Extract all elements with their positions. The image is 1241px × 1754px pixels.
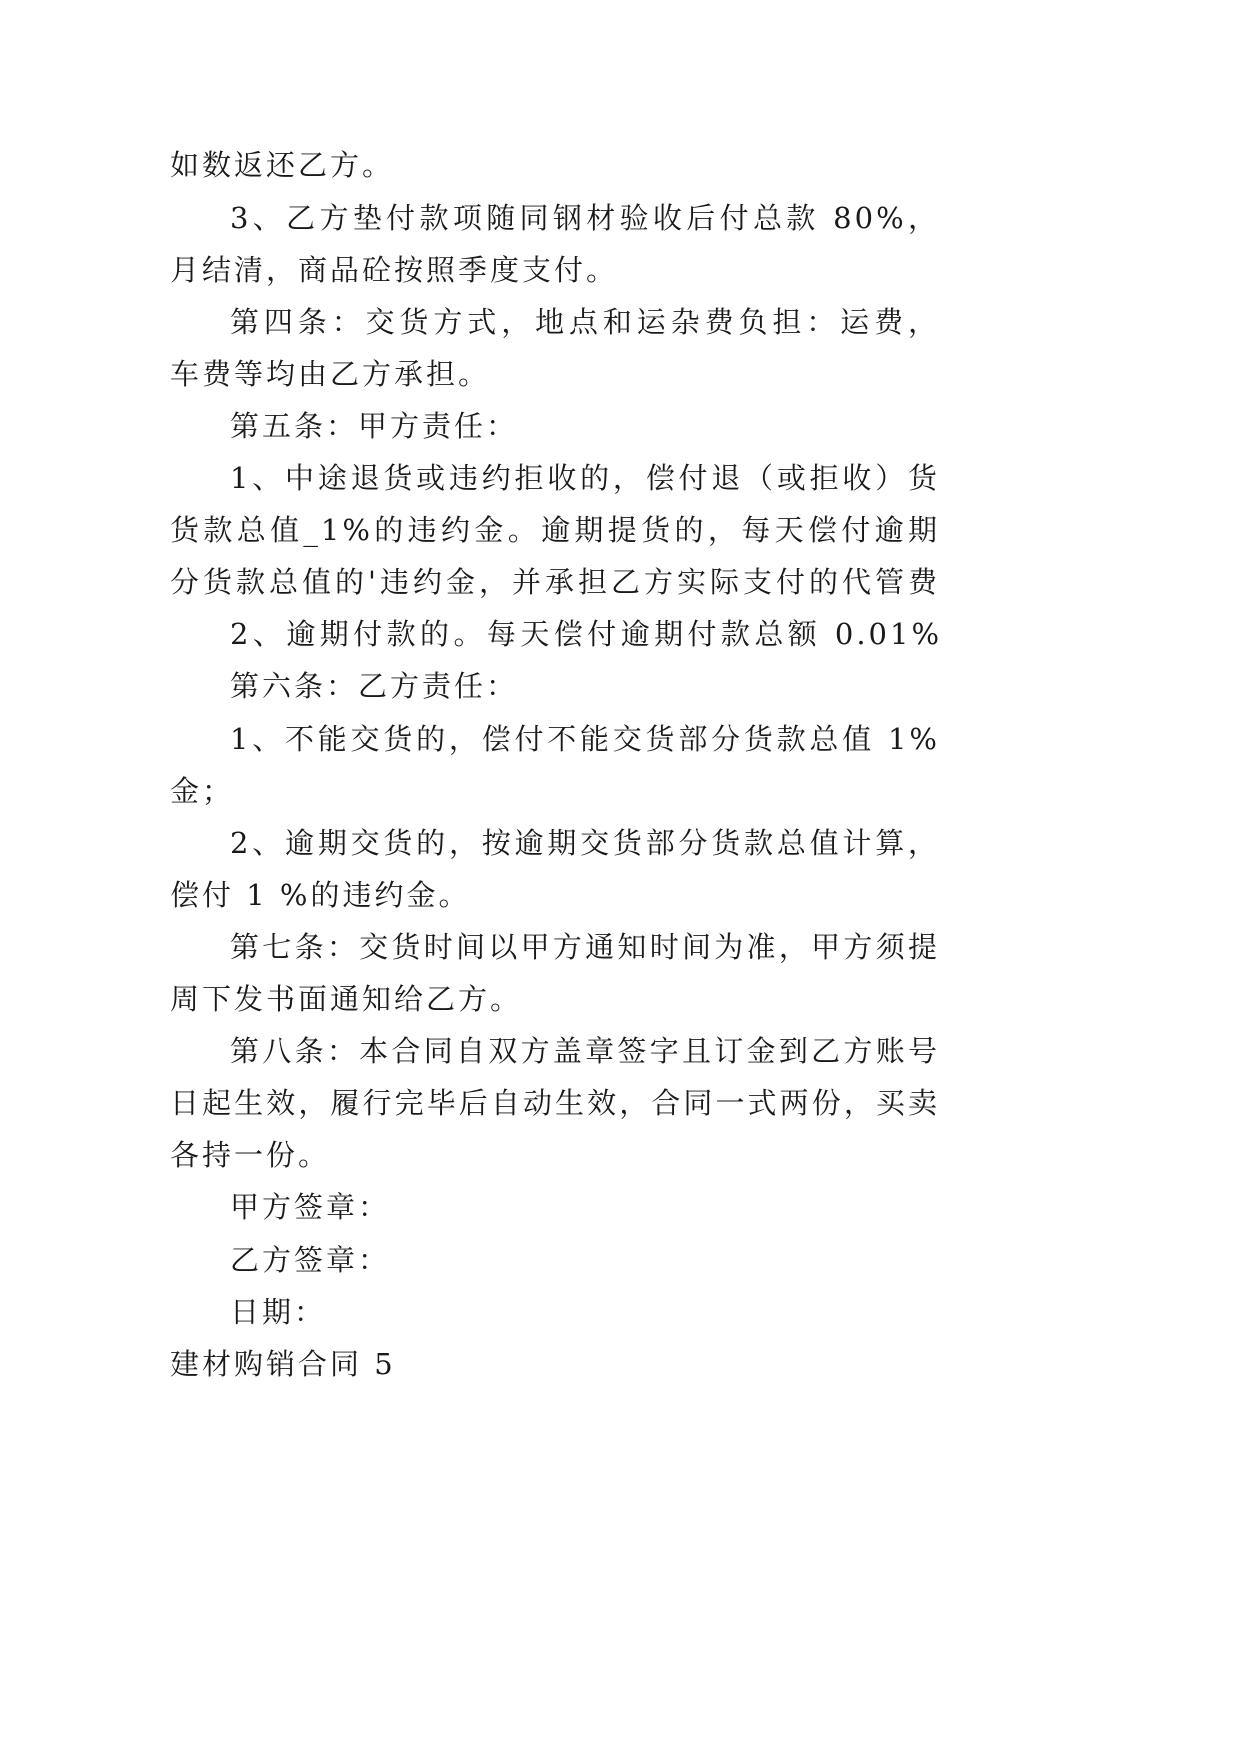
text-line: 偿付 1 %的违约金。 (170, 878, 471, 912)
text-line: 第七条：交货时间以甲方通知时间为准，甲方须提 (230, 930, 940, 964)
text-line: 如数返还乙方。 (170, 148, 395, 182)
text-line: 1、不能交货的，偿付不能交货部分货款总值 1% (230, 722, 940, 756)
text-line: 第八条：本合同自双方盖章签字且订金到乙方账号 (230, 1034, 940, 1068)
text-line: 各持一份。 (170, 1138, 331, 1172)
text-line: 第六条：乙方责任： (230, 669, 519, 703)
text-line: 车费等均由乙方承担。 (170, 357, 491, 391)
text-line: 3、乙方垫付款项随同钢材验收后付总款 80%， (230, 201, 940, 235)
text-line: 金； (170, 774, 235, 808)
text-line: 第四条：交货方式，地点和运杂费负担：运费， (230, 305, 940, 339)
text-line: 日起生效，履行完毕后自动生效，合同一式两份，买卖 (170, 1086, 940, 1120)
signature-label-party-a: 甲方签章： (230, 1190, 391, 1224)
text-line: 1、中途退货或违约拒收的，偿付退（或拒收）货 (230, 461, 940, 495)
date-label: 日期： (230, 1295, 327, 1329)
text-line: 分货款总值的'违约金，并承担乙方实际支付的代管费 (170, 565, 940, 599)
text-line: 周下发书面通知给乙方。 (170, 982, 523, 1016)
text-line: 2、逾期付款的。每天偿付逾期付款总额 0.01% (230, 617, 942, 651)
section-title: 建材购销合同 5 (170, 1347, 396, 1381)
text-line: 货款总值_1%的违约金。逾期提货的，每天偿付逾期 (170, 513, 940, 547)
signature-label-party-b: 乙方签章： (230, 1243, 391, 1277)
text-line: 2、逾期交货的，按逾期交货部分货款总值计算， (230, 826, 940, 860)
text-line: 第五条：甲方责任： (230, 409, 519, 443)
text-line: 月结清，商品砼按照季度支付。 (170, 253, 619, 287)
